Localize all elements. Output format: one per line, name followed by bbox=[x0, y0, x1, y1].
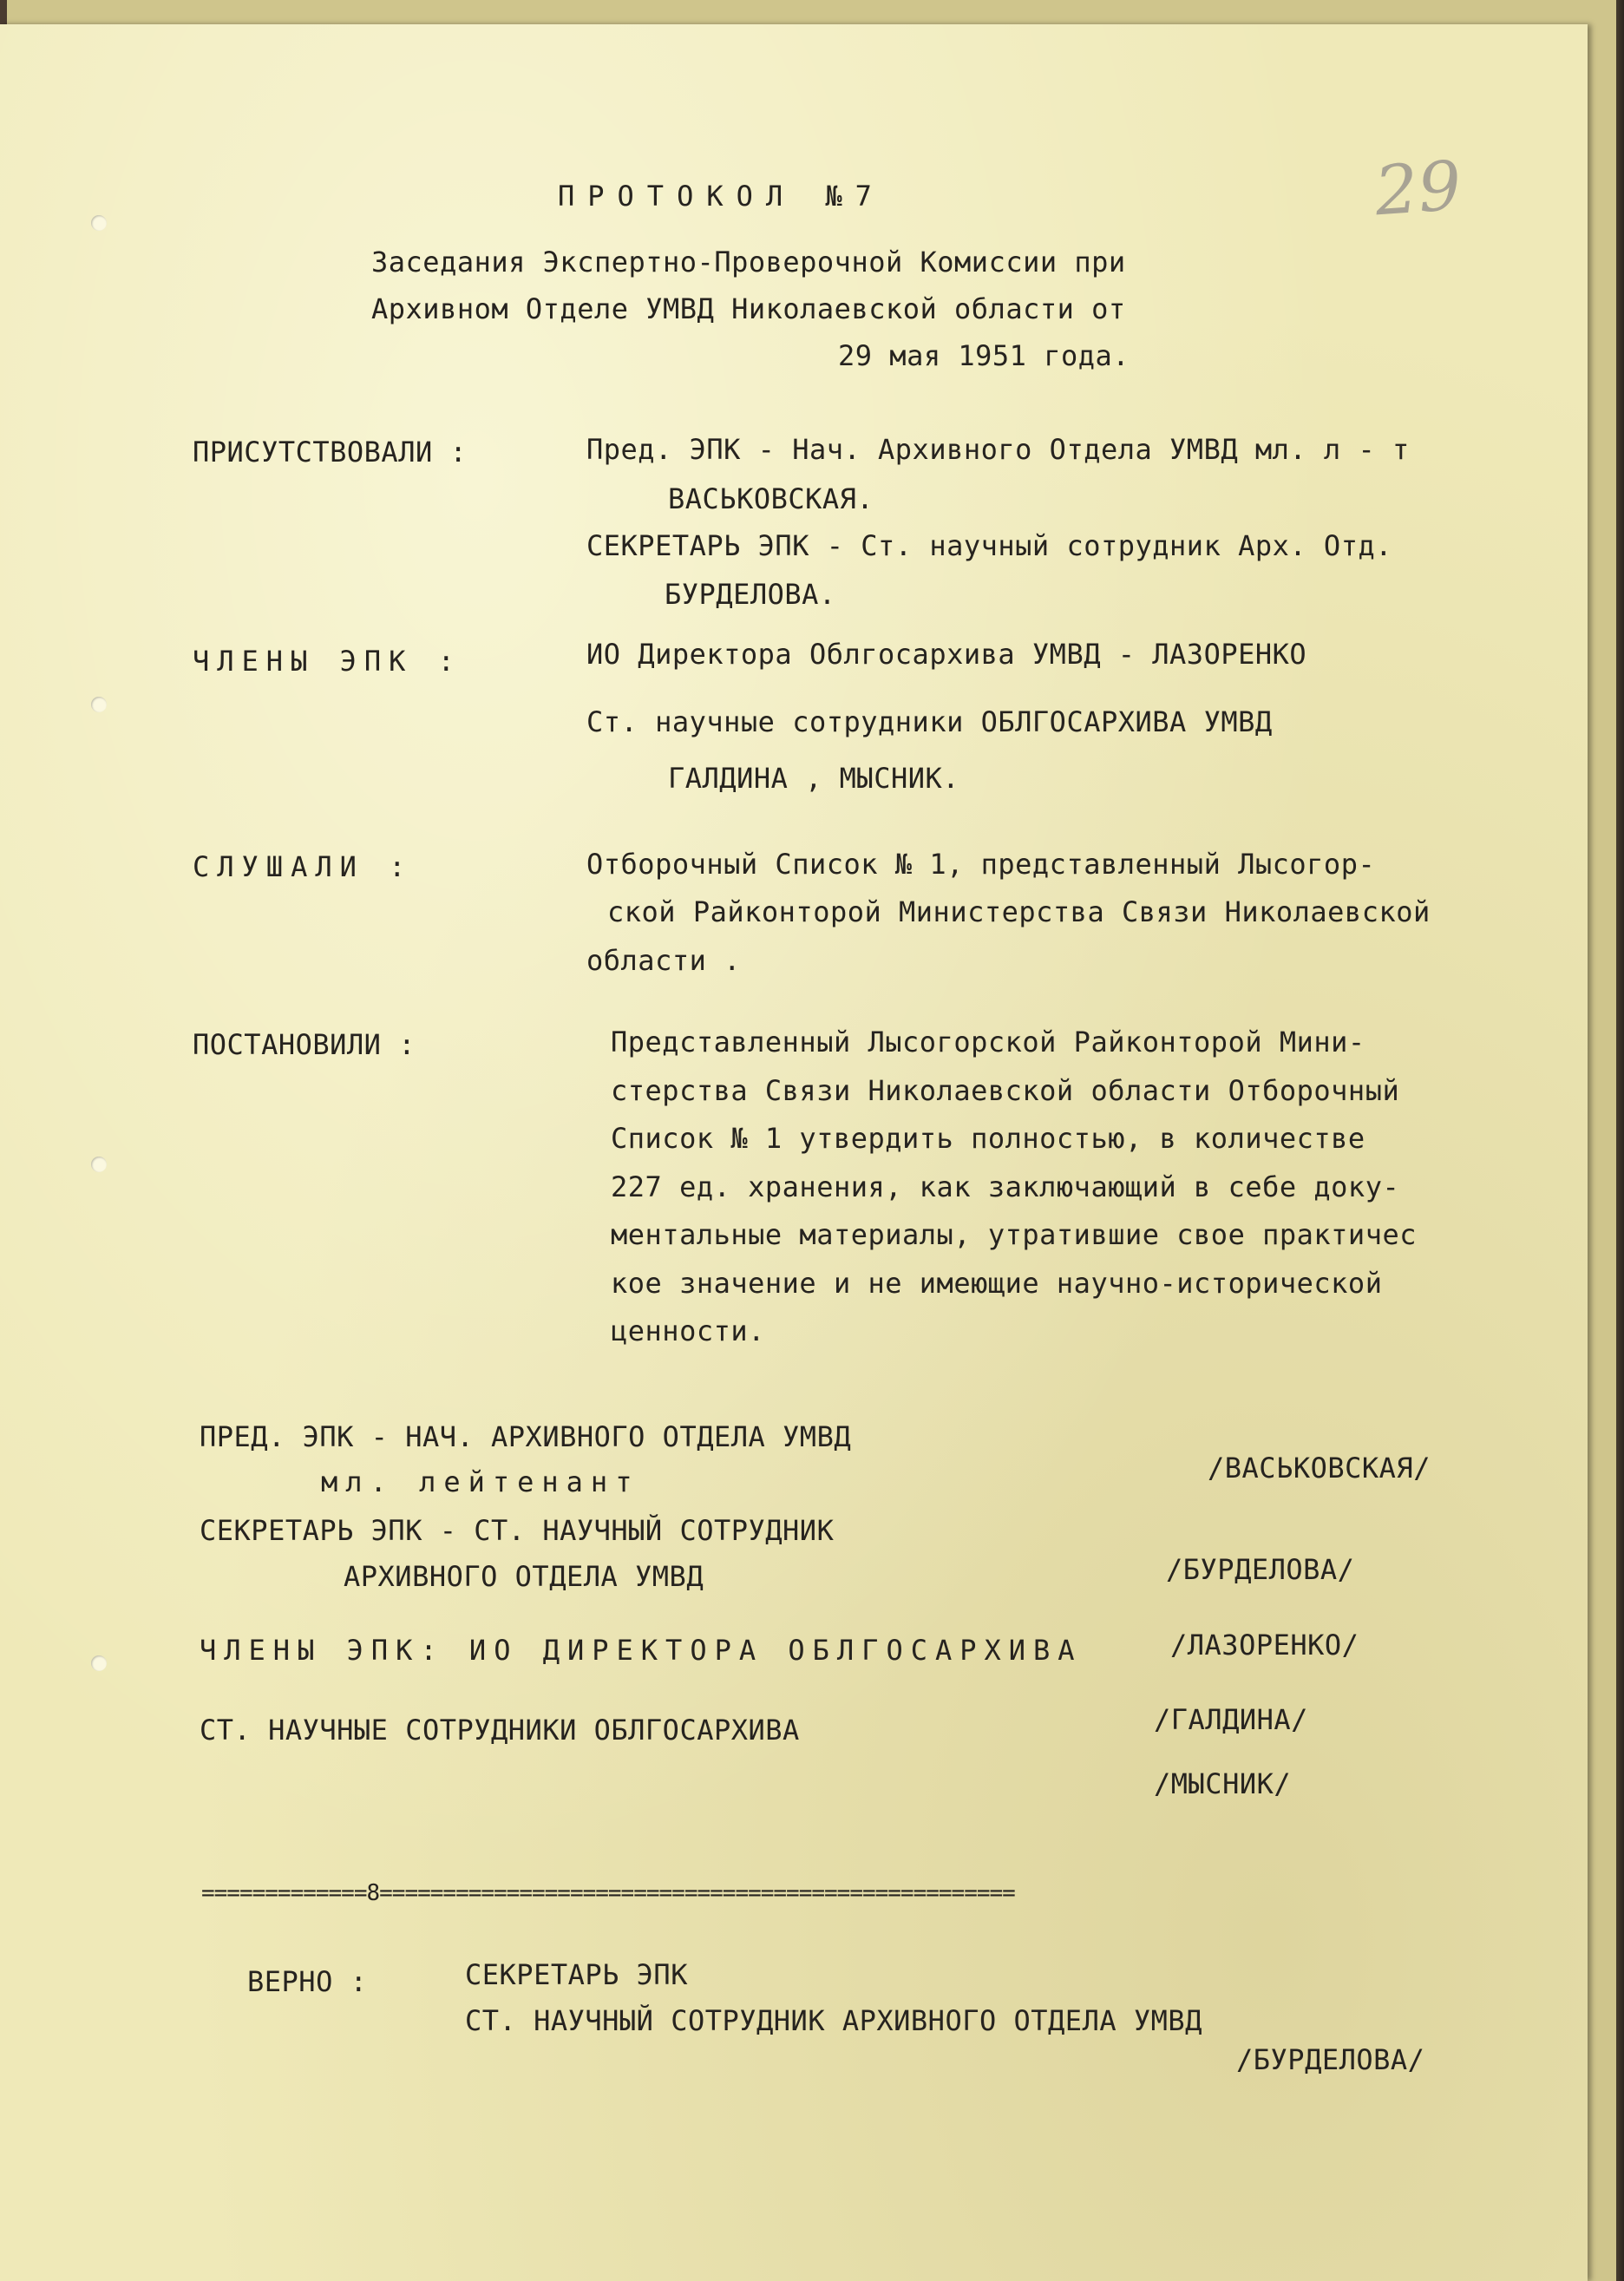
punch-hole bbox=[91, 1157, 107, 1172]
document-page bbox=[0, 24, 1588, 2281]
signature-chair-rank: мл. лейтенант bbox=[321, 1465, 640, 1498]
typed-divider: =============8================================================== bbox=[201, 1882, 1015, 1904]
resolved-line7: ценности. bbox=[611, 1314, 765, 1347]
present-line3: СЕКРЕТАРЬ ЭПК - Ст. научный сотрудник Арх. Отд. bbox=[586, 529, 1392, 562]
protocol-subtitle-line1: Заседания Экспертно-Проверочной Комиссии при bbox=[371, 246, 1126, 279]
certification-line1: СЕКРЕТАРЬ ЭПК bbox=[465, 1958, 688, 1991]
heard-line2: ской Райконторой Министерства Связи Николаевской bbox=[607, 895, 1431, 928]
resolved-line6: кое значение и не имеющие научно-исторической bbox=[611, 1267, 1383, 1300]
certification-name: /БУРДЕЛОВА/ bbox=[1236, 2043, 1425, 2076]
signature-member-name-3: /МЫСНИК/ bbox=[1154, 1767, 1292, 1800]
members-line1: ИО Директора Облгосархива УМВД - ЛАЗОРЕНКО bbox=[586, 638, 1307, 671]
resolved-line5: ментальные материалы, утратившие свое практичес bbox=[611, 1218, 1417, 1251]
signature-members-staff: СТ. НАУЧНЫЕ СОТРУДНИКИ ОБЛГОСАРХИВА bbox=[200, 1714, 800, 1747]
present-line4: БУРДЕЛОВА. bbox=[665, 578, 836, 611]
heard-line1: Отборочный Список № 1, представленный Лысогор- bbox=[586, 848, 1376, 881]
protocol-date: 29 мая 1951 года. bbox=[838, 339, 1130, 372]
punch-hole bbox=[91, 697, 107, 712]
present-label: ПРИСУТСТВОВАЛИ : bbox=[193, 436, 468, 469]
resolved-label: ПОСТАНОВИЛИ : bbox=[193, 1028, 416, 1061]
members-label: ЧЛЕНЫ ЭПК : bbox=[193, 645, 462, 678]
archive-page-number: 29 bbox=[1372, 147, 1464, 232]
signature-secretary-unit: АРХИВНОГО ОТДЕЛА УМВД bbox=[344, 1560, 704, 1593]
members-line3: ГАЛДИНА , МЫСНИК. bbox=[668, 762, 960, 795]
members-line2: Ст. научные сотрудники ОБЛГОСАРХИВА УМВД bbox=[586, 705, 1273, 738]
certification-label: ВЕРНО : bbox=[247, 1965, 368, 1998]
signature-chair-title: ПРЕД. ЭПК - НАЧ. АРХИВНОГО ОТДЕЛА УМВД bbox=[200, 1420, 852, 1453]
protocol-subtitle-line2: Архивном Отделе УМВД Николаевской области от bbox=[371, 292, 1126, 325]
heard-line3: области . bbox=[586, 944, 741, 977]
heard-label: СЛУШАЛИ : bbox=[193, 850, 414, 883]
punch-hole bbox=[91, 215, 107, 231]
resolved-line2: стерства Связи Николаевской области Отборочный bbox=[611, 1074, 1400, 1107]
present-line2: ВАСЬКОВСКАЯ. bbox=[668, 482, 874, 515]
signature-secretary-name: /БУРДЕЛОВА/ bbox=[1166, 1553, 1355, 1586]
protocol-title: ПРОТОКОЛ №7 bbox=[558, 180, 885, 213]
resolved-line3: Список № 1 утвердить полностью, в количестве bbox=[611, 1122, 1365, 1155]
signature-secretary-title: СЕКРЕТАРЬ ЭПК - СТ. НАУЧНЫЙ СОТРУДНИК bbox=[200, 1514, 835, 1547]
present-line1: Пред. ЭПК - Нач. Архивного Отдела УМВД мл. л - т bbox=[586, 433, 1410, 466]
signature-chair-name: /ВАСЬКОВСКАЯ/ bbox=[1208, 1452, 1431, 1485]
resolved-line1: Представленный Лысогорской Райконторой Мини- bbox=[611, 1026, 1365, 1059]
resolved-line4: 227 ед. хранения, как заключающий в себе доку- bbox=[611, 1170, 1400, 1203]
signature-member-name-2: /ГАЛДИНА/ bbox=[1154, 1703, 1308, 1736]
signature-member-name-1: /ЛАЗОРЕНКО/ bbox=[1170, 1629, 1359, 1662]
certification-line2: СТ. НАУЧНЫЙ СОТРУДНИК АРХИВНОГО ОТДЕЛА УМВД bbox=[465, 2004, 1202, 2037]
signature-members-title: ЧЛЕНЫ ЭПК: ИО ДИРЕКТОРА ОБЛГОСАРХИВА bbox=[200, 1634, 1083, 1667]
punch-hole bbox=[91, 1655, 107, 1671]
